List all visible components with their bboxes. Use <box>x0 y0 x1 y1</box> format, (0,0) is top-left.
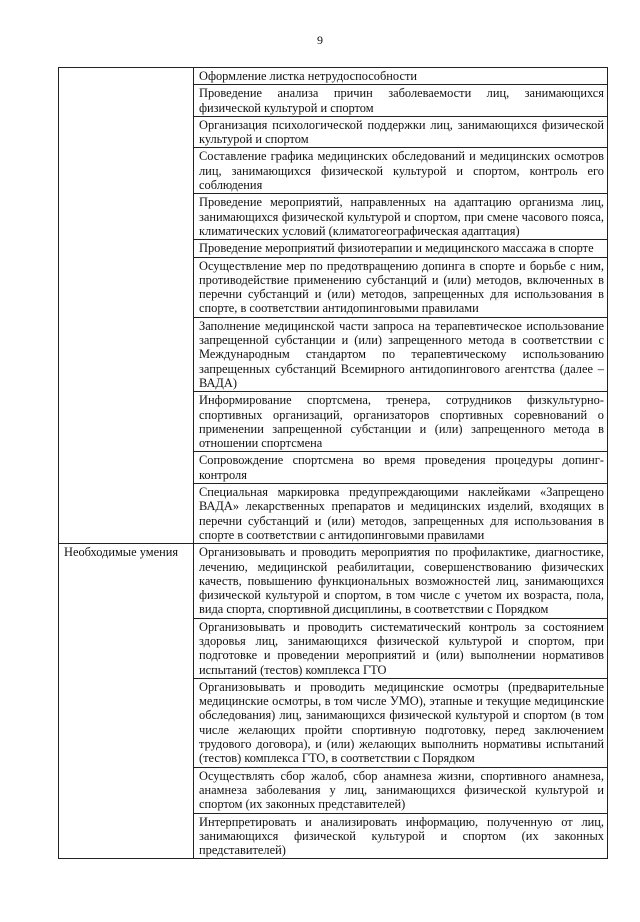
item-text: Осуществление мер по предотвращению допинга в спорте и борьбе с ним, противодействие применению субстанций и (или) методов, включенных в перечни субстанций и (или) методов, запрещенных для использования в спорте, в соответствии антидопинговыми правилами <box>199 258 604 316</box>
item-cell <box>194 484 608 544</box>
item-cell <box>194 767 608 813</box>
item-cell <box>194 85 608 117</box>
item-text: Организовывать и проводить систематический контроль за состоянием здоровья лиц, занимающихся физической культурой и спортом, при подготовке и проведении мероприятий и (или) выполнении нормативов испытаний (тестов) комплекса ГТО <box>199 619 604 677</box>
item-text: Заполнение медицинской части запроса на терапевтическое использование запрещенной субстанции и (или) запрещенного метода в соответствии с Международным стандартом по терапевтическому использованию запрещенных субстанций Всемирного антидопингового агентства (далее – ВАДА) <box>199 318 604 390</box>
item-cell <box>194 544 608 618</box>
item-text: Проведение мероприятий, направленных на адаптацию организма лиц, занимающихся физической культурой и спортом, при смене часового пояса, климатических условий (климатогеографическая адаптация) <box>199 195 604 238</box>
item-text: Оформление листка нетрудоспособности <box>199 69 417 83</box>
item-text: Организовывать и проводить мероприятия по профилактике, диагностике, лечению, медицинской реабилитации, совершенствованию физических качеств, повышению функциональных возможностей лиц, занимающихся физической культурой и спортом, в том числе с учетом их возраста, пола, вида спорта, спортивной дисциплины, в соответствии с Порядком <box>199 545 604 617</box>
item-cell <box>194 116 608 148</box>
item-text: Специальная маркировка предупреждающими наклейками «Запрещено ВАДА» лекарственных препаратов и медицинских изделий, входящих в перечни субстанций и (или) методов, запрещенных для использования в спорте в соответствии с антидопинговыми правилами <box>199 485 604 542</box>
item-cell <box>194 452 608 484</box>
section-label: Необходимые умения <box>64 545 179 560</box>
item-cell <box>194 257 608 317</box>
table-row <box>59 544 608 618</box>
item-cell <box>194 68 608 85</box>
item-cell <box>194 148 608 194</box>
table-body <box>59 68 608 859</box>
section-label-cell <box>59 544 194 859</box>
item-text: Составление графика медицинских обследований и медицинских осмотров лиц, занимающихся физической культурой и спортом, контроль его соблюдения <box>199 149 604 193</box>
item-cell <box>194 618 608 678</box>
competency-table <box>58 67 608 859</box>
table-row <box>59 68 608 85</box>
item-text: Информирование спортсмена, тренера, сотрудников физкультурно-спортивных организаций, организаторов спортивных соревнований о применении запрещенной субстанции и (или) запрещенного метода в отношении спортсмена <box>199 393 604 451</box>
item-text: Организовывать и проводить медицинские осмотры (предварительные медицинские осмотры, в том числе УМО), этапные и текущие медицинские обследования) лиц, занимающихся физической культурой и спортом (в том числе желающих пройти спортивную подготовку, перед заключением трудового договора), и (или) желающих выполнить нормативы испытаний (тестов) комплекса ГТО, в соответствии с Порядком <box>199 679 604 766</box>
item-text: Осуществлять сбор жалоб, сбор анамнеза жизни, спортивного анамнеза, анамнеза заболевания у лиц, занимающихся физической культурой и спортом (их законных представителей) <box>199 768 604 812</box>
item-cell <box>194 194 608 240</box>
section-label-cell <box>59 68 194 544</box>
page-number: 9 <box>317 33 323 47</box>
item-cell <box>194 240 608 257</box>
item-cell <box>194 392 608 452</box>
item-cell <box>194 317 608 391</box>
item-text: Проведение анализа причин заболеваемости лиц, занимающихся физической культурой и спортом <box>199 86 604 115</box>
item-text: Организация психологической поддержки лиц, занимающихся физической культурой и спортом <box>199 117 604 147</box>
item-cell <box>194 813 608 859</box>
item-text: Интерпретировать и анализировать информацию, полученную от лиц, занимающихся физической культурой и спортом (их законных представителей) <box>199 814 604 858</box>
item-cell <box>194 678 608 767</box>
item-text: Сопровождение спортсмена во время проведения процедуры допинг-контроля <box>199 453 604 482</box>
item-text: Проведение мероприятий физиотерапии и медицинского массажа в спорте <box>199 241 594 256</box>
